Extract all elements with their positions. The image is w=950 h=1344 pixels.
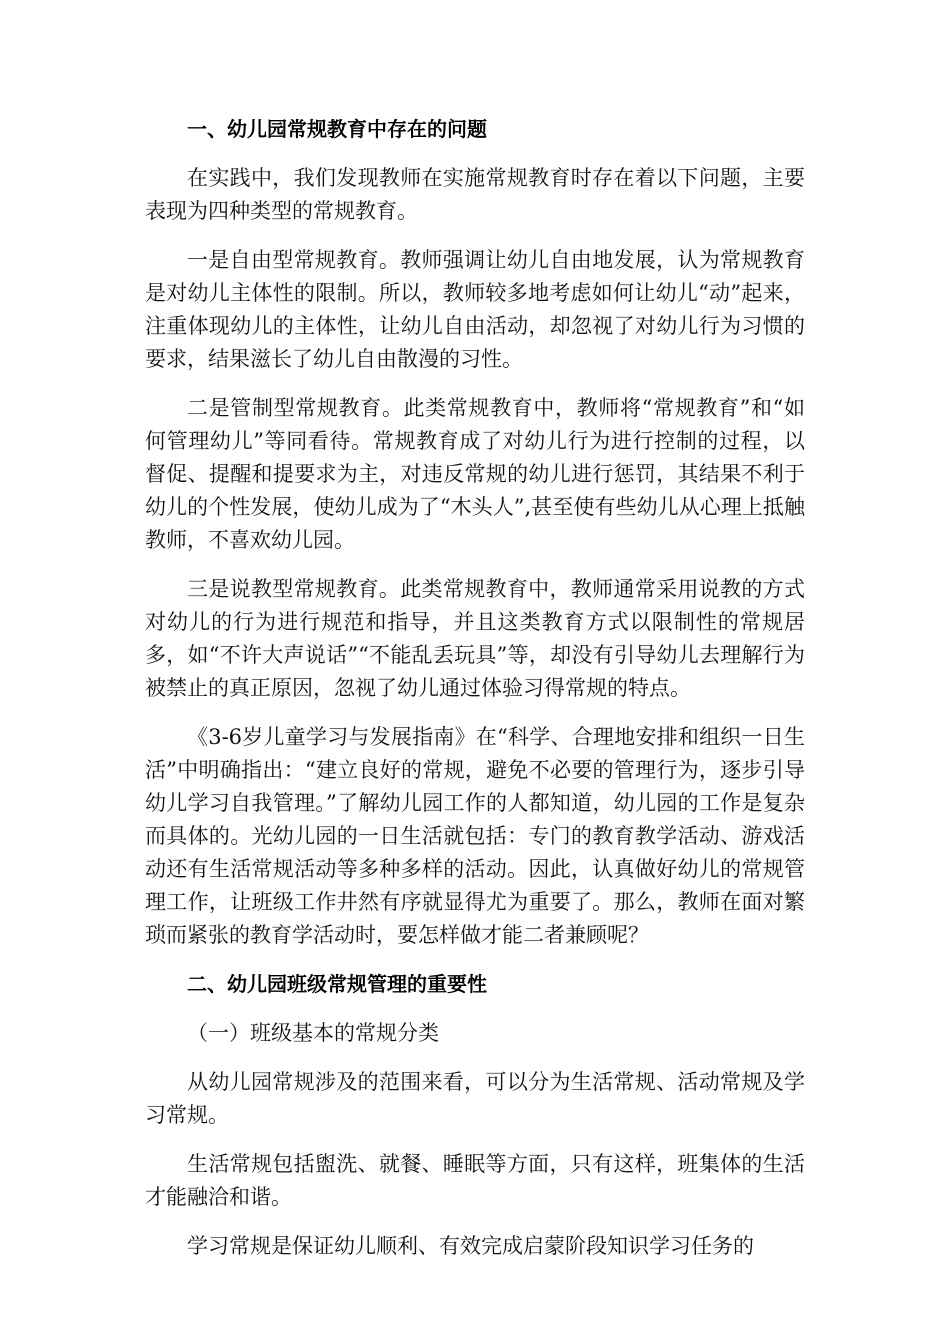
- paragraph-preaching-type: 三是说教型常规教育。此类常规教育中，教师通常采用说教的方式对幼儿的行为进行规范和指导，并且这类教育方式以限制性的常规居多，如“不许大声说话”“不能乱丢玩具”等，却没有引导幼儿去理解行为被禁止的真正原因，忽视了幼儿通过体验习得常规的特点。: [145, 577, 805, 700]
- paragraph-life-routine: 生活常规包括盥洗、就餐、睡眠等方面，只有这样，班集体的生活才能融洽和谐。: [145, 1152, 805, 1209]
- paragraph-learning-routine: 学习常规是保证幼儿顺利、有效完成启蒙阶段知识学习任务的: [187, 1234, 754, 1258]
- paragraph-categories: 从幼儿园常规涉及的范围来看，可以分为生活常规、活动常规及学习常规。: [145, 1070, 805, 1127]
- paragraph-intro: 在实践中，我们发现教师在实施常规教育时存在着以下问题，主要表现为四种类型的常规教育。: [145, 166, 805, 223]
- section-heading-2: 二、幼儿园班级常规管理的重要性: [187, 972, 487, 996]
- document-body: [145, 113, 805, 1279]
- paragraph-control-type: 二是管制型常规教育。此类常规教育中，教师将“常规教育”和“如何管理幼儿”等同看待。常规教育成了对幼儿行为进行控制的过程，以督促、提醒和提要求为主，对违反常规的幼儿进行惩罚，其结果不利于幼儿的个性发展，使幼儿成为了“木头人”,甚至使有些幼儿从心理上抵触教师，不喜欢幼儿园。: [145, 396, 805, 552]
- paragraph-free-type: 一是自由型常规教育。教师强调让幼儿自由地发展，认为常规教育是对幼儿主体性的限制。所以，教师较多地考虑如何让幼儿“动”起来，注重体现幼儿的主体性，让幼儿自由活动，却忽视了对幼儿行为习惯的要求，结果滋长了幼儿自由散漫的习性。: [145, 248, 805, 371]
- section-heading-1: 一、幼儿园常规教育中存在的问题: [187, 117, 487, 141]
- paragraph-guideline: 《3-6岁儿童学习与发展指南》在“科学、合理地安排和组织一日生活”中明确指出：“建立良好的常规，避免不必要的管理行为，逐步引导幼儿学习自我管理。”了解幼儿园工作的人都知道，幼儿园的工作是复杂而具体的。光幼儿园的一日生活就包括：专门的教育教学活动、游戏活动还有生活常规活动等多种多样的活动。因此，认真做好幼儿的常规管理工作，让班级工作井然有序就显得尤为重要了。那么，教师在面对繁琐而紧张的教育学活动时，要怎样做才能二者兼顾呢？: [145, 725, 805, 947]
- subsection-heading-1: （一）班级基本的常规分类: [187, 1021, 439, 1045]
